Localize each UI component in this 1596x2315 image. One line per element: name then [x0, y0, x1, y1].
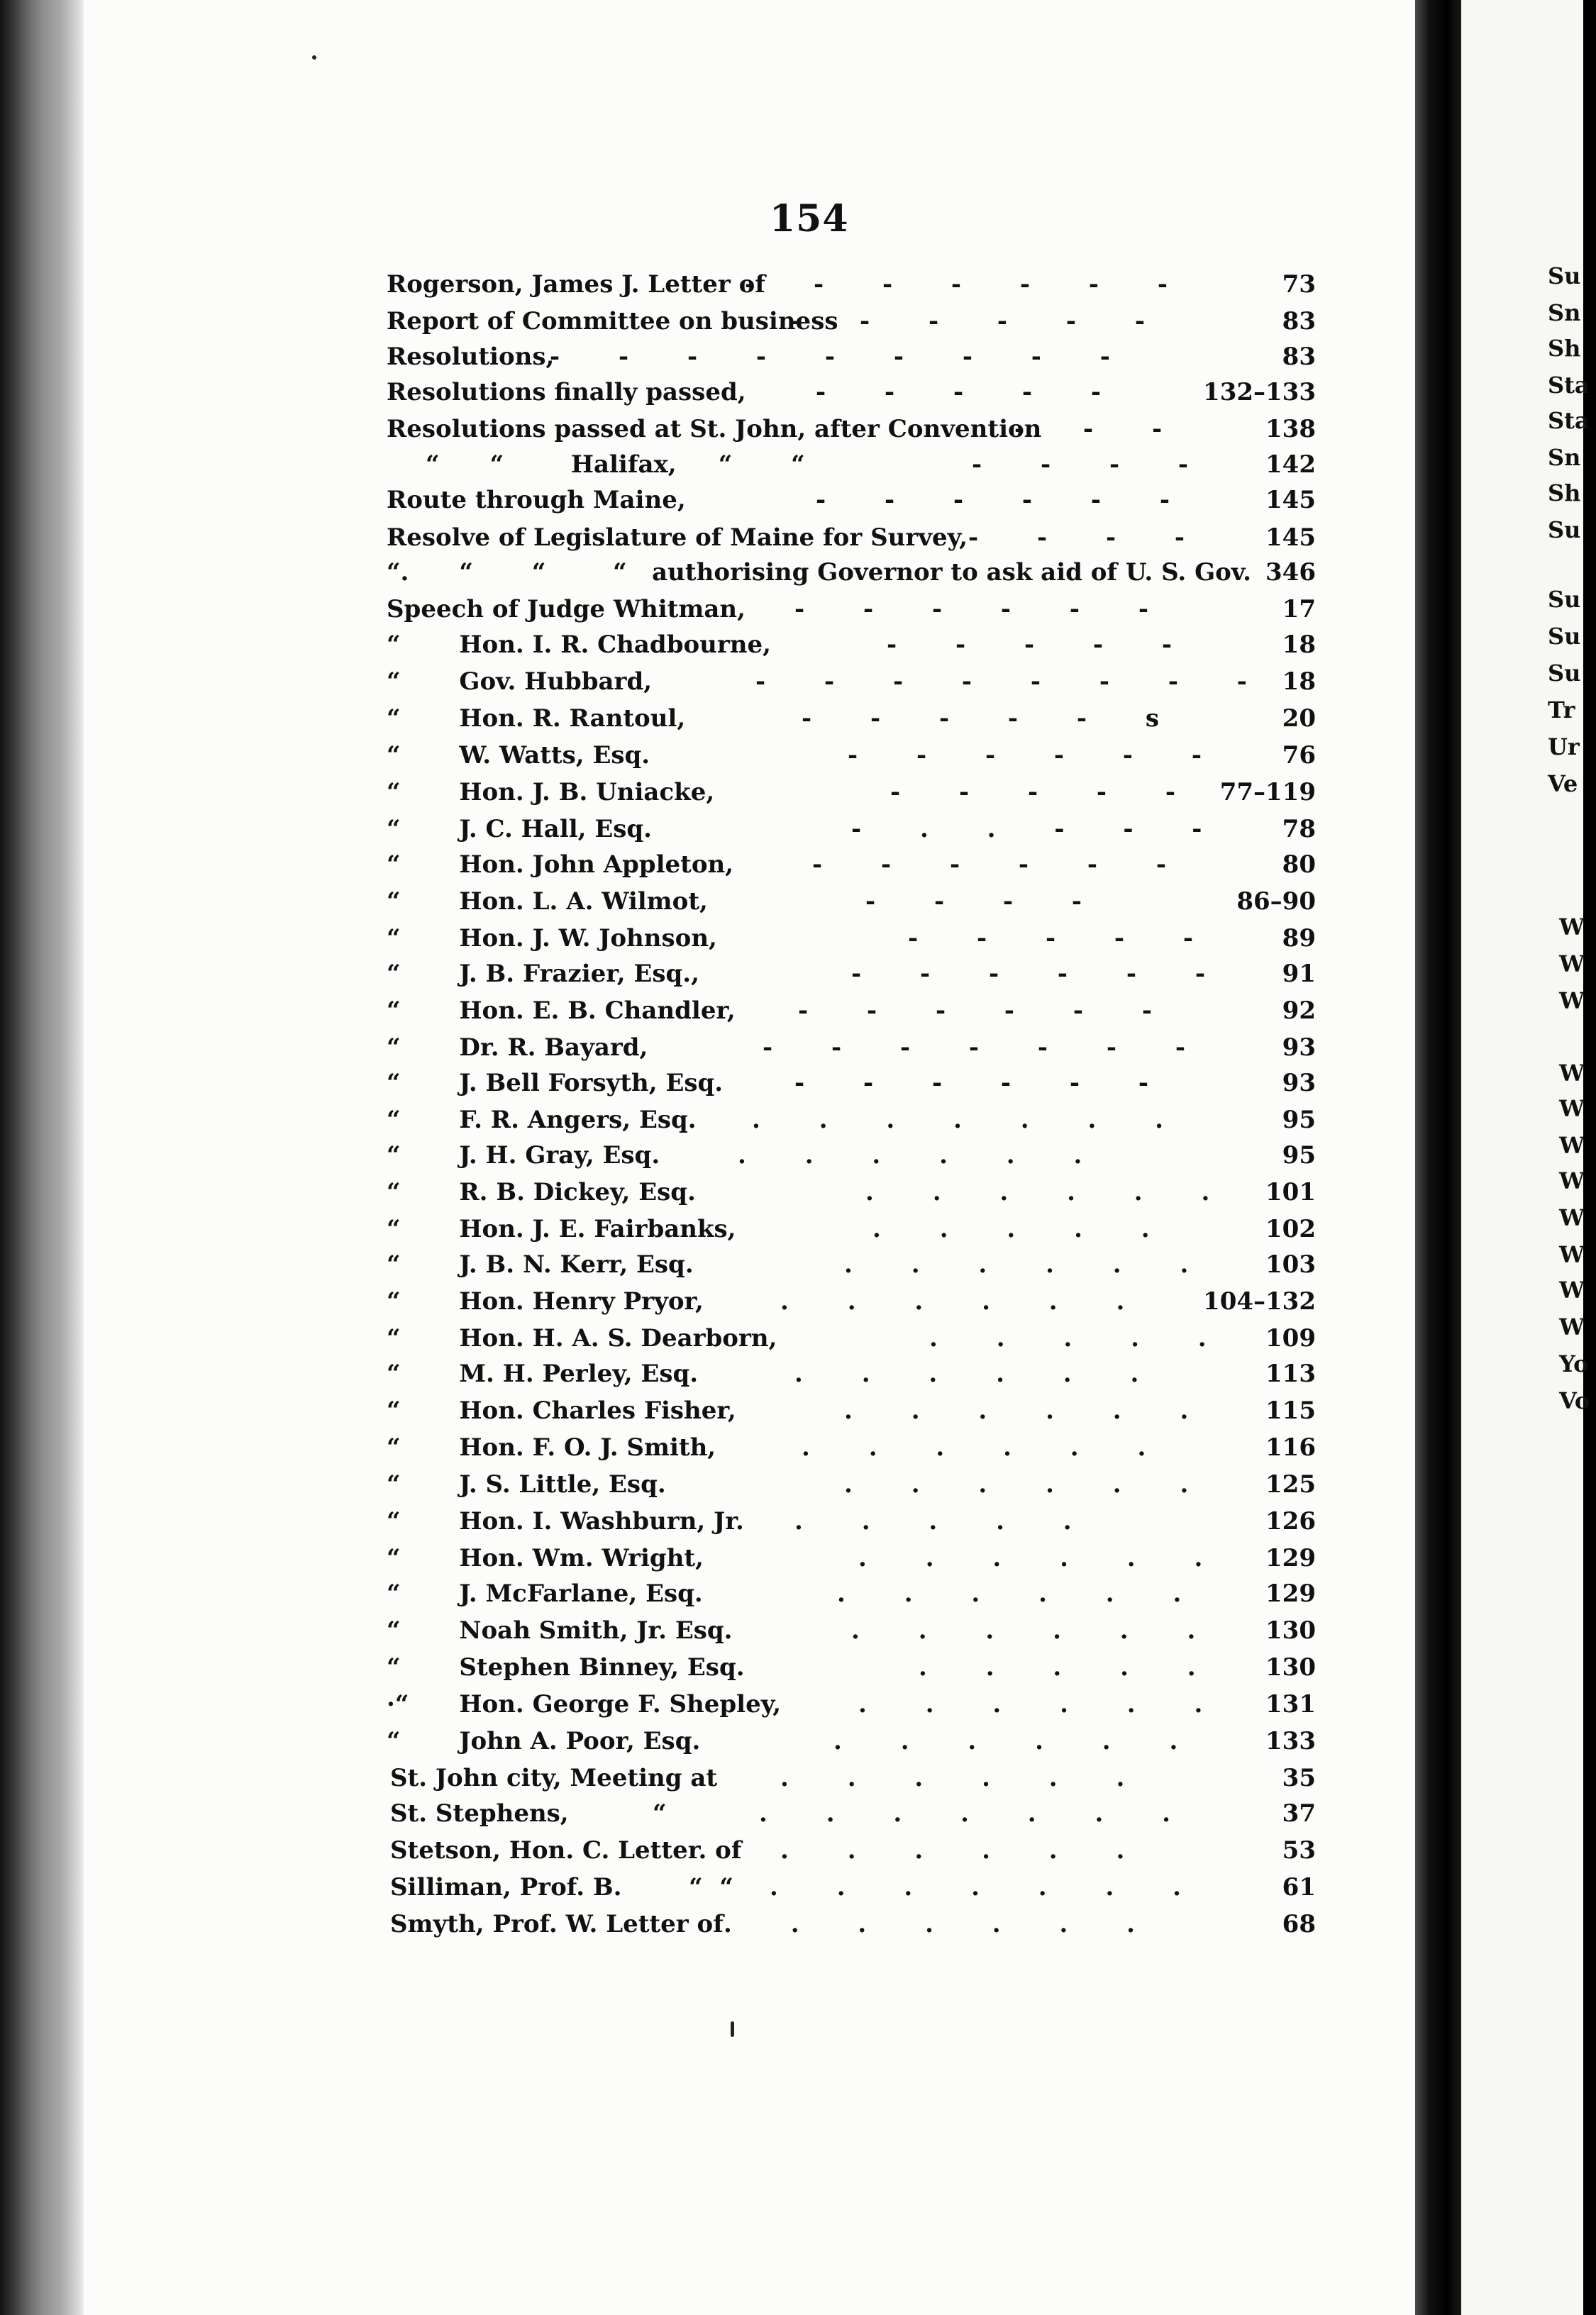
entry-text: “. “ “ “ authorising Governor to ask aid of U. S. Gov.: [387, 558, 1251, 587]
index-entry: [0, 1577, 1419, 1610]
facing-page-fragment: Vo: [1559, 1387, 1590, 1414]
page-reference: 131: [1265, 1690, 1316, 1719]
dot-leader: . . . . . . .: [770, 1873, 1182, 1902]
page-reference: 18: [1282, 631, 1316, 659]
dot-leader: . . . . . .: [794, 1360, 1139, 1388]
entry-text: “ Hon. E. B. Chandler,: [387, 996, 736, 1025]
dot-leader: - - - - -: [890, 778, 1175, 806]
dot-leader: . . . . .: [919, 1653, 1196, 1682]
entry-text: “ “ Halifax, “ “: [426, 450, 805, 479]
index-entry: [0, 957, 1419, 990]
entry-text: “ Hon. John Appleton,: [387, 850, 734, 879]
facing-page-fragment: Su: [1548, 623, 1581, 650]
dot-leader: - - - - - - - - -: [550, 343, 1110, 371]
page-reference: 53: [1282, 1836, 1316, 1865]
page-reference: 78: [1282, 815, 1316, 843]
entry-text: “ Hon. J. E. Fairbanks,: [387, 1215, 736, 1243]
page-reference: 89: [1282, 924, 1316, 953]
index-entry: [0, 1104, 1419, 1136]
page-reference: 86–90: [1236, 887, 1316, 916]
entry-text: “ J. B. Frazier, Esq.,: [387, 960, 699, 988]
facing-page-fragment: W: [1559, 1241, 1585, 1268]
page-reference: 129: [1265, 1544, 1316, 1572]
page-reference: 83: [1282, 307, 1316, 335]
facing-page-fragment: Su: [1548, 586, 1581, 613]
entry-text: Resolve of Legislature of Maine for Survey,: [387, 523, 968, 552]
page-number: 154: [770, 197, 849, 240]
dot-leader: - - - - -: [908, 924, 1193, 953]
facing-page-fragment: Ve: [1548, 770, 1578, 797]
facing-page-fragment: Su: [1548, 262, 1581, 289]
entry-text: “ Hon. Charles Fisher,: [387, 1397, 736, 1425]
facing-page-fragment: W: [1559, 1132, 1585, 1159]
dot-leader: - - - - - - -: [763, 1033, 1185, 1062]
index-entry: [0, 1871, 1419, 1904]
entry-text: Rogerson, James J. Letter of: [387, 270, 765, 299]
index-entry: [0, 413, 1419, 445]
index-entry: [0, 1285, 1419, 1318]
index-entry: [0, 1725, 1419, 1758]
speck: [731, 2021, 734, 2037]
page-reference: 20: [1282, 704, 1316, 733]
index-entry: [0, 484, 1419, 516]
page-reference: 125: [1265, 1470, 1316, 1499]
facing-page-fragment: Ur: [1548, 733, 1580, 760]
index-entry: [0, 1067, 1419, 1099]
facing-page-fragment: W: [1559, 914, 1585, 940]
dot-leader: - - - -: [865, 887, 1082, 916]
entry-text: “ J. S. Little, Esq.: [387, 1470, 666, 1499]
book-gutter: [1415, 0, 1461, 2315]
page-reference: 115: [1265, 1397, 1316, 1425]
entry-text: “ Hon. J. B. Uniacke,: [387, 778, 715, 806]
dot-leader: - - - - - - - -: [755, 667, 1247, 696]
entry-text: “ Hon. I. R. Chadbourne,: [387, 631, 771, 659]
dot-leader: . . . . . .: [833, 1727, 1178, 1755]
page-reference: 92: [1282, 996, 1316, 1025]
page-reference: 93: [1282, 1033, 1316, 1062]
entry-text: “ John A. Poor, Esq.: [387, 1727, 701, 1755]
dot-leader: - - - - - -: [816, 486, 1170, 514]
dot-leader: - - - - - -: [794, 595, 1148, 623]
page-reference: 80: [1282, 850, 1316, 879]
index-entry: [0, 702, 1419, 735]
facing-page-fragment: Su: [1548, 516, 1581, 543]
dot-leader: - - - - - s: [802, 704, 1159, 733]
entry-text: “ Stephen Binney, Esq.: [387, 1653, 745, 1682]
page-reference: 17: [1282, 595, 1316, 623]
facing-page-fragment: W: [1559, 1314, 1585, 1340]
entry-text: “ Gov. Hubbard,: [387, 667, 653, 696]
dot-leader: - - - - - -: [798, 996, 1152, 1025]
dot-leader: . . . . . .: [738, 1141, 1082, 1170]
facing-page-fragment: W: [1559, 1095, 1585, 1122]
entry-text: “ Hon. I. Washburn, Jr.: [387, 1507, 744, 1536]
index-entry: [0, 448, 1419, 481]
index-entry: [0, 593, 1419, 626]
page-reference: 145: [1265, 523, 1316, 552]
index-entry: [0, 1505, 1419, 1538]
dot-leader: . . . . . .: [780, 1836, 1125, 1865]
page-reference: 68: [1282, 1910, 1316, 1938]
index-entry: [0, 1394, 1419, 1427]
index-entry: [0, 376, 1419, 409]
entry-text: St. Stephens, “: [390, 1799, 667, 1828]
dot-leader: . . . . . .: [858, 1690, 1203, 1719]
dot-leader: . . . . . .: [844, 1397, 1189, 1425]
entry-text: “ J. H. Gray, Esq.: [387, 1141, 660, 1170]
entry-text: “ W. Watts, Esq.: [387, 741, 650, 770]
dot-leader: - - - - - -: [794, 1069, 1148, 1097]
entry-text: Stetson, Hon. C. Letter. of: [390, 1836, 742, 1865]
entry-text: Smyth, Prof. W. Letter of: [390, 1910, 724, 1938]
index-entry: [0, 1139, 1419, 1172]
dot-leader: . . . . . . .: [752, 1106, 1164, 1134]
index-entry: [0, 305, 1419, 338]
index-entry: [0, 994, 1419, 1027]
page-reference: 103: [1265, 1250, 1316, 1279]
page-reference: 138: [1265, 415, 1316, 443]
index-entry: [0, 1834, 1419, 1867]
facing-page-fragment: W: [1559, 1060, 1585, 1087]
entry-text: Resolutions,: [387, 343, 555, 371]
entry-text: “ R. B. Dickey, Esq.: [387, 1178, 696, 1206]
page-reference: 61: [1282, 1873, 1316, 1902]
index-entry: [0, 1358, 1419, 1390]
page-reference: 346: [1265, 558, 1316, 587]
page-reference: 76: [1282, 741, 1316, 770]
facing-page-fragment: Sh: [1548, 479, 1581, 506]
page-reference: 104–132: [1203, 1287, 1316, 1316]
entry-text: “ Noah Smith, Jr. Esq.: [387, 1616, 733, 1645]
index-entry: [0, 1031, 1419, 1064]
index-entry: [0, 1322, 1419, 1355]
dot-leader: . . . . . .: [780, 1287, 1125, 1316]
index-entry: [0, 340, 1419, 373]
entry-text: “ Hon. R. Rantoul,: [387, 704, 686, 733]
page-reference: 132–133: [1203, 378, 1316, 406]
page-reference: 77–119: [1219, 778, 1316, 806]
page-reference: 129: [1265, 1580, 1316, 1608]
index-entry: [0, 1431, 1419, 1464]
facing-page-fragment: Sta: [1548, 372, 1590, 399]
page-reference: 35: [1282, 1764, 1316, 1792]
dot-leader: . . . . . .: [802, 1433, 1146, 1462]
page-reference: 142: [1265, 450, 1316, 479]
index-entry: [0, 1614, 1419, 1647]
dot-leader: . . . . . .: [837, 1580, 1182, 1608]
index-entry: [0, 1468, 1419, 1501]
index-entry: [0, 1213, 1419, 1245]
page-reference: 109: [1265, 1324, 1316, 1353]
page-reference: 116: [1265, 1433, 1316, 1462]
index-entry: [0, 1762, 1419, 1794]
page-reference: 126: [1265, 1507, 1316, 1536]
facing-page-fragment: Sta: [1548, 407, 1590, 434]
dot-leader: . . . . . .: [844, 1250, 1189, 1279]
index-entry: [0, 739, 1419, 772]
dot-leader: - - - - - -: [848, 741, 1202, 770]
entry-text: Resolutions passed at St. John, after Convention: [387, 415, 1042, 443]
index-entry: [0, 1688, 1419, 1721]
dot-leader: . . . . . .: [844, 1470, 1189, 1499]
dot-leader: - - - - - -: [851, 960, 1205, 988]
index-entry: [0, 1797, 1419, 1830]
dot-leader: . . . . . . .: [724, 1910, 1136, 1938]
page-reference: 133: [1265, 1727, 1316, 1755]
entry-text: “ Hon. L. A. Wilmot,: [387, 887, 708, 916]
facing-page-fragment: W: [1559, 1204, 1585, 1231]
dot-leader: - . . - - -: [851, 815, 1202, 843]
entry-text: “ M. H. Perley, Esq.: [387, 1360, 699, 1388]
index-entry: [0, 556, 1419, 589]
dot-leader: - - - - -: [816, 378, 1101, 406]
entry-text: St. John city, Meeting at: [390, 1764, 718, 1792]
entry-text: ·“ Hon. George F. Shepley,: [387, 1690, 782, 1719]
dot-leader: - - - -: [972, 450, 1189, 479]
index-entry: [0, 665, 1419, 698]
entry-text: “ Dr. R. Bayard,: [387, 1033, 648, 1062]
entry-text: Report of Committee on business: [387, 307, 838, 335]
dot-leader: . . . . . .: [858, 1544, 1203, 1572]
dot-leader: . . . . .: [794, 1507, 1072, 1536]
dot-leader: - - - -: [968, 523, 1185, 552]
index-entry: [0, 922, 1419, 955]
index-entry: [0, 813, 1419, 845]
entry-text: “ J. B. N. Kerr, Esq.: [387, 1250, 694, 1279]
index-entry: [0, 1248, 1419, 1281]
index-entry: [0, 268, 1419, 301]
entry-text: “ F. R. Angers, Esq.: [387, 1106, 697, 1134]
entry-text: “ Hon. Henry Pryor,: [387, 1287, 704, 1316]
facing-page-fragment: W: [1559, 950, 1585, 977]
dot-leader: . . . . .: [872, 1215, 1150, 1243]
entry-text: “ J. Bell Forsyth, Esq.: [387, 1069, 724, 1097]
page-reference: 73: [1282, 270, 1316, 299]
dot-leader: - - - - -: [887, 631, 1172, 659]
dot-leader: . . . . .: [929, 1324, 1207, 1353]
facing-page-fragment: Su: [1548, 660, 1581, 687]
facing-page-fragment: Yo: [1559, 1350, 1589, 1377]
facing-page-fragment: Tr: [1548, 696, 1575, 723]
index-entry: [0, 776, 1419, 809]
entry-text: “ Hon. F. O. J. Smith,: [387, 1433, 716, 1462]
page-reference: 91: [1282, 960, 1316, 988]
dot-leader: . . . . . .: [851, 1616, 1196, 1645]
entry-text: “ Hon. J. W. Johnson,: [387, 924, 717, 953]
index-entry: [0, 1542, 1419, 1575]
dot-leader: - - - - - -: [812, 850, 1166, 879]
dot-leader: - - -: [1014, 415, 1163, 443]
speck: [312, 55, 316, 60]
index-entry: [0, 1651, 1419, 1684]
entry-text: Silliman, Prof. B. “ “: [390, 1873, 733, 1902]
page-reference: 113: [1265, 1360, 1316, 1388]
dot-leader: . . . . . .: [865, 1178, 1210, 1206]
page-reference: 83: [1282, 343, 1316, 371]
facing-page-fragment: W: [1559, 987, 1585, 1014]
facing-page-fragment: W: [1559, 1277, 1585, 1304]
entry-text: “ J. C. Hall, Esq.: [387, 815, 652, 843]
entry-text: Route through Maine,: [387, 486, 686, 514]
page-reference: 93: [1282, 1069, 1316, 1097]
page-reference: 95: [1282, 1141, 1316, 1170]
index-entry: [0, 628, 1419, 661]
facing-page-fragment: Sn: [1548, 444, 1581, 471]
index-entry: [0, 848, 1419, 881]
facing-page-fragment: Sh: [1548, 335, 1581, 362]
page-reference: 37: [1282, 1799, 1316, 1828]
entry-text: “ J. McFarlane, Esq.: [387, 1580, 703, 1608]
entry-text: Resolutions finally passed,: [387, 378, 746, 406]
page-reference: 102: [1265, 1215, 1316, 1243]
page-reference: 18: [1282, 667, 1316, 696]
entry-text: Speech of Judge Whitman,: [387, 595, 746, 623]
page-reference: 95: [1282, 1106, 1316, 1134]
facing-page-fragment: Sn: [1548, 299, 1581, 326]
dot-leader: . . . . . . .: [759, 1799, 1171, 1828]
facing-page-fragment: W: [1559, 1167, 1585, 1194]
dot-leader: . . . . . .: [780, 1764, 1125, 1792]
page-reference: 130: [1265, 1616, 1316, 1645]
dot-leader: - - - - - -: [791, 307, 1145, 335]
index-entry: [0, 1176, 1419, 1209]
dot-leader: - - - - - - -: [745, 270, 1168, 299]
page-reference: 101: [1265, 1178, 1316, 1206]
entry-text: “ Hon. Wm. Wright,: [387, 1544, 704, 1572]
index-entry: [0, 885, 1419, 918]
page-reference: 145: [1265, 486, 1316, 514]
index-entry: [0, 1908, 1419, 1941]
page-reference: 130: [1265, 1653, 1316, 1682]
index-entry: [0, 521, 1419, 554]
entry-text: “ Hon. H. A. S. Dearborn,: [387, 1324, 777, 1353]
